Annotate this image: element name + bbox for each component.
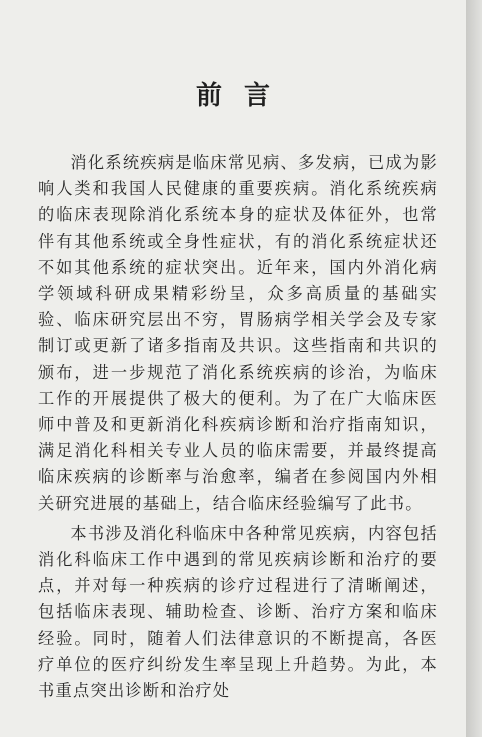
page-body bbox=[38, 150, 438, 704]
paragraph-2: 本书涉及消化科临床中各种常见疾病，内容包括消化科临床工作中遇到的常见疾病诊断和治疗的要点，并对每一种疾病的诊疗过程进行了清晰阐述，包括临床表现、辅助检查、诊断、治疗方案和临床经验。同时，随着人们法律意识的不断提高，各医疗单位的医疗纠纷发生率呈现上升趋势。为此，本书重点突出诊断和治疗处 bbox=[38, 523, 438, 701]
show-through-text bbox=[52, 0, 452, 140]
page-title: 前言 bbox=[195, 81, 292, 112]
paragraph-1: 消化系统疾病是临床常见病、多发病，已成为影响人类和我国人民健康的重要疾病。消化系统疾病的临床表现除消化系统本身的症状及体征外，也常伴有其他系统或全身性症状，有的消化系统症状还不如其他系统的症状突出。近年来，国内外消化病学领域科研成果精彩纷呈，众多高质量的基础实验、临床研究层出不穷，胃肠病学相关学会及专家制订或更新了诸多指南及共识。这些指南和共识的颁布，进一步规范了消化系统疾病的诊治，为临床工作的开展提供了极大的便利。为了在广大临床医师中普及和更新消化科疾病诊断和治疗指南知识，满足消化科相关专业人员的临床需要，并最终提高临床疾病的诊断率与治愈率，编者在参阅国内外相关研究进展的基础上，结合临床经验编写了此书。 bbox=[38, 153, 438, 513]
page-edge bbox=[466, 0, 482, 737]
